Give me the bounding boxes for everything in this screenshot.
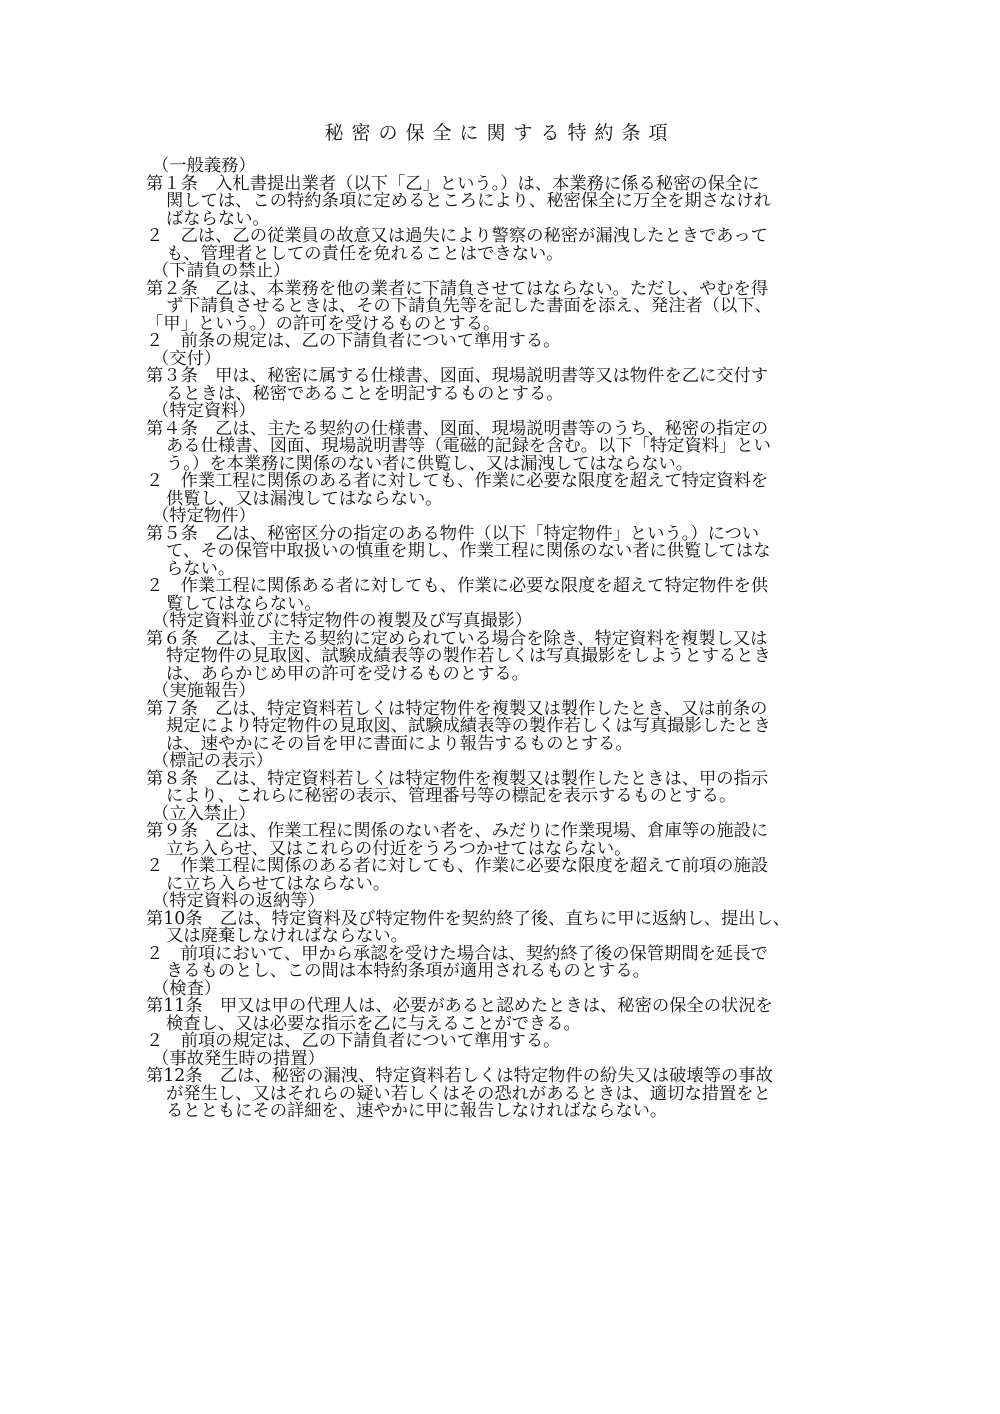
clause-line: 第７条 乙は、特定資料若しくは特定物件を複製又は製作したとき、又は前条の — [146, 698, 768, 719]
clause-continuation-line: 覧してはならない。 — [166, 593, 322, 614]
clause-line: 第３条 甲は、秘密に属する仕様書、図面、現場説明書等又は物件を乙に交付す — [146, 366, 769, 386]
section-heading: （特定資料並びに特定物件の複製及び写真撮影） — [152, 611, 533, 631]
clause-continuation-line: るとともにその詳細を、速やかに甲に報告しなければならない。 — [166, 1101, 668, 1121]
section-heading: （実施報告） — [152, 681, 256, 701]
clause-continuation-line: ばならない。 — [166, 208, 270, 229]
clause-line: 第１条 入札書提出業者（以下「乙」という。）は、本業務に係る秘密の保全に — [146, 173, 760, 194]
section-heading: （交付） — [152, 348, 222, 369]
clause-line: 第２条 乙は、本業務を他の業者に下請負させてはならない。ただし、やむを得 — [146, 278, 769, 299]
clause-continuation-line: 立ち入らせ、又はこれらの付近をうろつかせてはならない。 — [166, 838, 632, 859]
section-heading: （特定資料） — [152, 401, 256, 421]
clause-continuation-line: に立ち入らせてはならない。 — [166, 873, 391, 894]
clause-line: 「甲」という。）の許可を受けるものとする。 — [146, 313, 501, 334]
clause-continuation-line: により、これらに秘密の表示、管理番号等の標記を表示するものとする。 — [166, 786, 737, 806]
document-body — [146, 158, 936, 1121]
section-heading: （特定物件） — [152, 506, 256, 526]
clause-continuation-line: ある仕様書、図面、現場説明書等（電磁的記録を含む。以下「特定資料」とい — [166, 436, 771, 456]
document-title: 秘密の保全に関する特約条項 — [324, 122, 676, 144]
clause-line: 第10条 乙は、特定資料及び特定物件を契約終了後、直ちに甲に返納し、提出し、 — [146, 908, 791, 929]
clause-continuation-line: 特定物件の見取図、試験成績表等の製作若しくは写真撮影をしようとするとき — [166, 646, 771, 666]
section-heading: （特定資料の返納等） — [152, 891, 325, 911]
clause-line: 第４条 乙は、主たる契約の仕様書、図面、現場説明書等のうち、秘密の指定の — [146, 418, 769, 439]
clause-continuation-line: ず下請負させるときは、その下請負先等を記した書面を添え、発注者（以下、 — [166, 296, 772, 316]
clause-line: ２ 前条の規定は、乙の下請負者について準用する。 — [146, 331, 561, 351]
clause-line: 第５条 乙は、秘密区分の指定のある物件（以下「特定物件」という。）につい — [146, 523, 760, 544]
clause-continuation-line: て、その保管中取扱いの慎重を期し、作業工程に関係のない者に供覧してはな — [166, 541, 771, 561]
clause-continuation-line: きるものとし、この間は本特約条項が適用されるものとする。 — [166, 961, 650, 981]
clause-continuation-line: るときは、秘密であることを明記するものとする。 — [166, 383, 564, 404]
clause-continuation-line: が発生し、又はそれらの疑い若しくはその恐れがあるときは、適切な措置をと — [166, 1083, 771, 1104]
clause-line: 第11条 甲又は甲の代理人は、必要があると認めたときは、秘密の保全の状況を — [146, 996, 773, 1016]
section-heading: （一般義務） — [152, 156, 256, 176]
clause-line: 第６条 乙は、主たる契約に定められている場合を除き、特定資料を複製し又は — [146, 628, 768, 649]
section-heading: （検査） — [152, 978, 222, 999]
clause-continuation-line: 供覧し、又は漏洩してはならない。 — [166, 488, 443, 509]
clause-line: ２ 作業工程に関係ある者に対しても、作業に必要な限度を超えて特定物件を供 — [146, 576, 769, 596]
clause-continuation-line: う。）を本業務に関係のない者に供覧し、又は漏洩してはならない。 — [166, 453, 694, 474]
clause-continuation-line: は、速やかにその旨を甲に書面により報告するものとする。 — [166, 733, 633, 754]
clause-continuation-line: 検査し、又は必要な指示を乙に与えることができる。 — [166, 1013, 581, 1034]
clause-line: 第９条 乙は、作業工程に関係のない者を、みだりに作業現場、倉庫等の施設に — [146, 821, 769, 841]
clause-line: ２ 前項の規定は、乙の下請負者について準用する。 — [146, 1031, 561, 1051]
clause-line: ２ 作業工程に関係のある者に対しても、作業に必要な限度を超えて前項の施設 — [146, 856, 769, 876]
section-heading: （標記の表示） — [152, 751, 273, 771]
section-heading: （事故発生時の措置） — [152, 1048, 325, 1069]
clause-continuation-line: 関しては、この特約条項に定めるところにより、秘密保全に万全を期さなけれ — [166, 191, 771, 211]
clause-line: ２ 乙は、乙の従業員の故意又は過失により警察の秘密が漏洩したときであって — [146, 226, 768, 246]
clause-continuation-line: らない。 — [166, 558, 236, 579]
clause-continuation-line: 規定により特定物件の見取図、試験成績表等の製作若しくは写真撮影したとき — [166, 716, 771, 736]
clause-continuation-line: 又は廃棄しなければならない。 — [166, 926, 408, 946]
clause-line: 第12条 乙は、秘密の漏洩、特定資料若しくは特定物件の紛失又は破壊等の事故 — [146, 1066, 773, 1086]
clause-continuation-line: は、あらかじめ甲の許可を受けるものとする。 — [166, 663, 529, 684]
section-heading: （立入禁止） — [152, 803, 256, 824]
clause-line: ２ 前項において、甲から承認を受けた場合は、契約終了後の保管期間を延長で — [146, 943, 768, 964]
clause-line: 第８条 乙は、特定資料若しくは特定物件を複製又は製作したときは、甲の指示 — [146, 768, 769, 789]
clause-continuation-line: も、管理者としての責任を免れることはできない。 — [166, 243, 564, 264]
section-heading: （下請負の禁止） — [152, 261, 291, 281]
clause-line: ２ 作業工程に関係のある者に対しても、作業に必要な限度を超えて特定資料を — [146, 471, 769, 491]
